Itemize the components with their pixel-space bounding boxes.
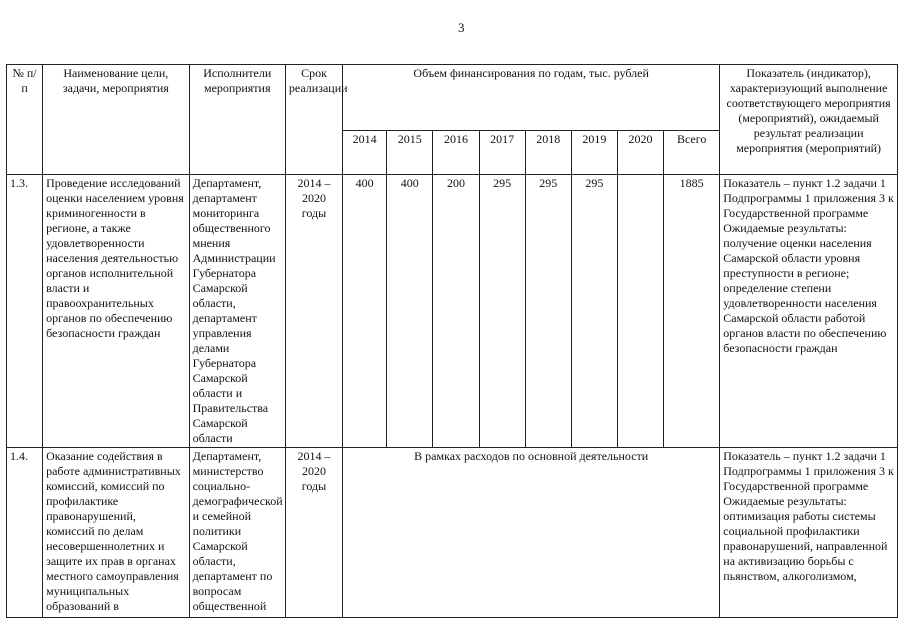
value-cell: 400 [387,175,433,448]
header-year: 2019 [571,131,617,175]
header-year: 2018 [525,131,571,175]
row-num: 1.3. [7,175,43,448]
total-cell: 1885 [664,175,720,448]
header-term: Срок реализации [285,65,342,175]
row-indicator: Показатель – пункт 1.2 задачи 1 Подпрограммы 1 приложения 3 к Государственной программе Ожидаемые результаты: оптимизация работы системы социальной профилактики правонарушений, направленной на активизацию борьбы с пьянством, алкоголизмом, [720,448,898,618]
header-year: 2020 [617,131,663,175]
row-funding-note: В рамках расходов по основной деятельности [343,448,720,618]
header-year: 2015 [387,131,433,175]
row-name: Оказание содействия в работе административных комиссий, комиссий по профилактике правонарушений, комиссий по делам несовершеннолетних и защите их прав в органах местного самоуправления муниципальных образований в [43,448,189,618]
program-measures-table [6,64,898,618]
row-term: 2014 – 2020 годы [285,448,342,618]
header-year: 2014 [343,131,387,175]
table-row [7,448,898,618]
row-executors: Департамент, министерство социально-демографической и семейной политики Самарской области, департамент по вопросам общественной [189,448,285,618]
page-number: 3 [458,20,465,35]
row-executors: Департамент, департамент мониторинга общественного мнения Администрации Губернатора Самарской области, департамент управления делами Губернатора Самарской области и Правительства Самарской области [189,175,285,448]
header-year: 2016 [433,131,479,175]
row-indicator: Показатель – пункт 1.2 задачи 1 Подпрограммы 1 приложения 3 к Государственной программе Ожидаемые результаты: получение оценки населения Самарской области уровня преступности в регионе; определение степени удовлетворенности населения Самарской области работой органов власти по обеспечению безопасности граждан [720,175,898,448]
header-total: Всего [664,131,720,175]
header-funding: Объем финансирования по годам, тыс. рублей [343,65,720,131]
value-cell: 295 [525,175,571,448]
row-term: 2014 – 2020 годы [285,175,342,448]
header-year: 2017 [479,131,525,175]
header-num: № п/п [7,65,43,175]
value-cell: 200 [433,175,479,448]
header-executors: Исполнители мероприятия [189,65,285,175]
value-cell: 295 [479,175,525,448]
row-name: Проведение исследований оценки населением уровня криминогенности в регионе, а также удовлетворенности населения деятельностью органов исполнительной власти и правоохранительных органов по обеспечению безопасности граждан [43,175,189,448]
row-num: 1.4. [7,448,43,618]
value-cell: 400 [343,175,387,448]
header-name: Наименование цели, задачи, мероприятия [43,65,189,175]
value-cell [617,175,663,448]
table-row [7,175,898,448]
value-cell: 295 [571,175,617,448]
header-indicator: Показатель (индикатор), характеризующий выполнение соответствующего мероприятия (мероприятий), ожидаемый результат реализации мероприятия (мероприятий) [720,65,898,175]
